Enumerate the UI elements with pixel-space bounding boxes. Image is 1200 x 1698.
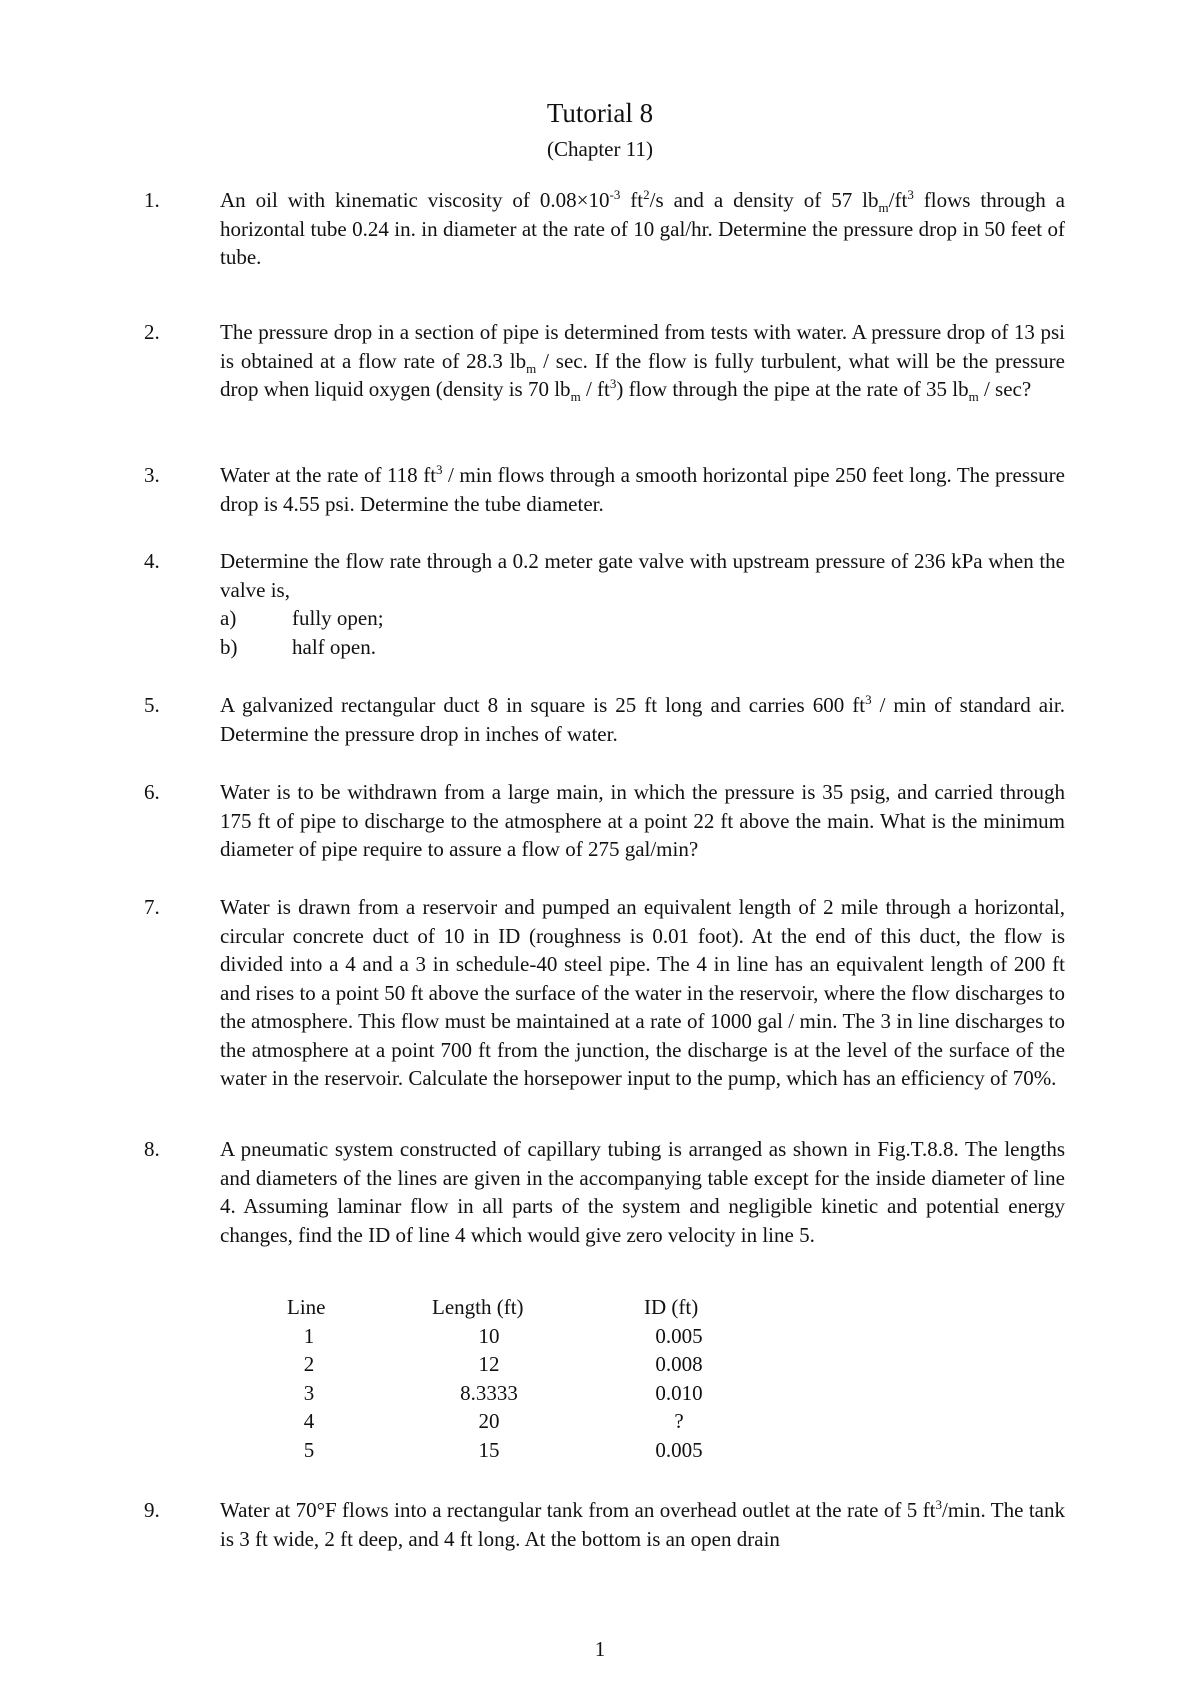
list-item: a) fully open; <box>220 606 384 630</box>
question-number: 6. <box>144 780 160 804</box>
table-row: 3 8.3333 0.010 <box>303 1380 703 1405</box>
question-text: Water at 70°F flows into a rectangular tank from an overhead outlet at the rate of 5 $ft^3/\min$. The tank is 3 ft wide, 2 ft deep, and 4 ft long. At the bottom is an open drain <box>220 1497 1065 1551</box>
question-text: The pressure drop in a section of pipe is determined from tests with water. A pressure drop of 13 psi is obtained at a flow rate of 28.3 $lb_m$ / sec. If the flow is fully turbulent, what will be the pressure drop when liquid oxygen (density is 70 $lb_m / ft^3$) flow through the pipe at the rate of 35 $lb_m$ / sec? <box>220 320 1065 405</box>
table-row: 5 15 0.005 <box>303 1437 703 1462</box>
question-text: Water at the rate of 118 $ft^3$ / min flows through a smooth horizontal pipe 250 feet long. The pressure drop is 4.55 psi. Determine the tube diameter. <box>220 462 1065 516</box>
question-number: 1. <box>144 188 160 212</box>
question-number: 2. <box>144 320 160 344</box>
page-title: Tutorial 8 <box>546 98 654 128</box>
table-row: 1 10 0.005 <box>303 1323 703 1348</box>
list-item: b) half open. <box>220 634 376 659</box>
question-text: A galvanized rectangular duct 8 in square is 25 ft long and carries 600 $ft^3$ / min of standard air. Determine the pressure drop in inches of water. <box>220 692 1065 746</box>
question-number: 4. <box>144 549 160 573</box>
page-number: 1 <box>594 1637 606 1661</box>
question-number: 5. <box>144 693 160 717</box>
question-number: 3. <box>144 463 160 487</box>
question-text: Water is to be withdrawn from a large main, in which the pressure is 35 psig, and carried through 175 ft of pipe to discharge to the atmosphere at a point 22 ft above the main. What is the minimum diameter of pipe require to assure a flow of 275 gal/min? <box>220 780 1065 861</box>
question-text: Determine the flow rate through a 0.2 meter gate valve with upstream pressure of 236 kPa when the valve is, a) fully open; b) half open. <box>220 547 1065 661</box>
line-table <box>144 1293 1044 1464</box>
question-number: 8. <box>144 1137 160 1161</box>
table-header: Line Length (ft) ID (ft) <box>287 1295 699 1319</box>
question-text: A pneumatic system constructed of capillary tubing is arranged as shown in Fig.T.8.8. The lengths and diameters of the lines are given in the accompanying table except for the inside diameter of line 4. Assuming laminar flow in all parts of the system and negligible kinetic and potential energy changes, find the ID of line 4 which would give zero velocity in line 5. <box>220 1137 1065 1247</box>
question-number: 9. <box>144 1498 160 1522</box>
table-row: 2 12 0.008 <box>303 1352 703 1376</box>
question-text: An oil with kinematic viscosity of $0.08\times 10^{-3}$ $ft^2/s$ and a density of 57 $lb_m/ft^3$ flows through a horizontal tube 0.24 in. in diameter at the rate of 10 gal/hr. Determine the pressure drop in 50 feet of tube. <box>220 187 1066 269</box>
question-text: Water is drawn from a reservoir and pumped an equivalent length of 2 mile through a horizontal, circular concrete duct of 10 in ID (roughness is 0.01 foot). At the end of this duct, the flow is divided into a 4 and a 3 in schedule-40 steel pipe. The 4 in line has an equivalent length of 200 ft and rises to a point 50 ft above the surface of the water in the reservoir, where the flow discharges to the atmosphere. This flow must be maintained at a rate of 1000 gal / min. The 3 in line discharges to the atmosphere at a point 700 ft from the junction, the discharge is at the level of the surface of the water in the reservoir. Calculate the horsepower input to the pump, which has an efficiency of 70%. <box>220 895 1065 1090</box>
question-number: 7. <box>144 895 160 919</box>
table-row: 4 20 ? <box>303 1409 684 1433</box>
page-subtitle: (Chapter 11) <box>547 137 653 161</box>
